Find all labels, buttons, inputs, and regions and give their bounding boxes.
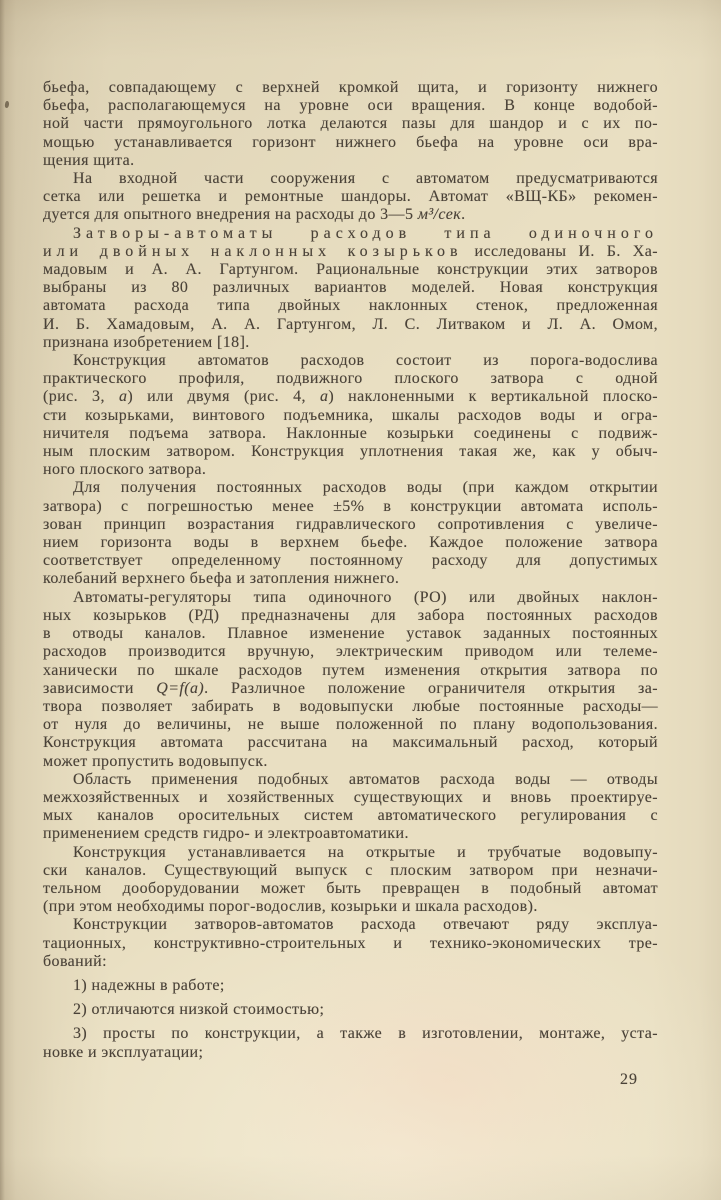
text-line [43, 734, 658, 752]
text-segment: Конструкция автоматов расходов состоит из порога-водослива [73, 352, 658, 370]
text-segment: или двойных наклонных козырьков [43, 242, 463, 260]
text-line [43, 370, 658, 388]
paragraph [43, 844, 658, 917]
text-segment: И. Б. Хамадовым, А. А. Гартунгом, Л. С. Литваком и Л. А. Омом, [43, 315, 658, 333]
text-line [43, 316, 658, 334]
text-line [43, 977, 658, 995]
text-segment: а [118, 388, 128, 406]
text-line [43, 643, 658, 661]
text-line [43, 334, 658, 352]
text-line [43, 297, 658, 315]
text-line [43, 407, 658, 425]
paragraph [43, 479, 658, 588]
text-segment: ным плоским затвором. Конструкция уплотнения такая же, как у обыч- [43, 443, 658, 461]
paragraph [43, 170, 658, 225]
text-line [43, 680, 658, 698]
text-segment: колебаний верхнего бьефа и затопления нижнего. [43, 570, 400, 588]
text-segment: выбраны из 80 различных вариантов моделей. Новая конструкция [43, 279, 658, 297]
text-segment: зован принцип возрастания гидравлического сопротивления с увеличе- [43, 515, 658, 533]
text-segment: (рис. 3, [43, 388, 119, 406]
text-line [43, 1025, 658, 1043]
text-line [43, 425, 658, 443]
text-line [43, 753, 658, 771]
paragraph [43, 352, 658, 479]
paragraph [43, 589, 658, 771]
text-line [43, 1044, 658, 1062]
text-segment: ных козырьков (РД) предназначены для забора постоянных расходов [43, 606, 658, 624]
text-line [43, 134, 658, 152]
text-line [43, 516, 658, 534]
text-segment: мых каналов оросительных систем автоматического регулирования с [43, 807, 658, 825]
text-line [43, 243, 658, 261]
text-line [43, 807, 658, 825]
paragraph [43, 225, 658, 352]
text-line [43, 698, 658, 716]
text-segment: твора позволяет забирать в водовыпуски любые постоянные расходы— [43, 697, 658, 715]
text-segment: 3) просты по конструкции, а также в изготовлении, монтаже, уста- [73, 1025, 658, 1043]
text-segment: затвора) с погрешностью менее ±5% в конструкции автомата исполь- [43, 497, 658, 515]
text-segment: Для получения постоянных расходов воды (при каждом открытии [73, 479, 658, 497]
text-segment: мощью устанавливается горизонт нижнего бьефа на уровне оси вра- [43, 133, 658, 151]
text-segment: 1) надежны в работе; [73, 976, 225, 994]
text-segment: признана изобретением [18]. [43, 333, 250, 351]
text-segment: бьефа, располагающемуся на уровне оси вращения. В конце водобой- [43, 97, 658, 115]
text-segment: применением средств гидро- и электроавтоматики. [43, 825, 409, 843]
text-line [43, 1001, 658, 1019]
text-segment: ) наклоненными к вертикальной плоско- [328, 388, 658, 406]
text-segment: зависимости [43, 679, 157, 697]
list-item [43, 977, 658, 995]
page-text [43, 79, 658, 1062]
text-segment: (при этом необходимы порог-водослив, козырьки и шкала расходов). [43, 898, 538, 916]
text-segment: ного плоского затвора. [43, 461, 207, 479]
text-line [43, 916, 658, 934]
text-line [43, 206, 658, 224]
text-segment: ной части прямоугольного лотка делаются пазы для шандор и с их по- [43, 115, 658, 133]
text-segment: сетка или решетка и ремонтные шандоры. Автомат «ВЩ-КБ» рекомен- [43, 188, 658, 206]
text-segment: дуется для опытного внедрения на расходы до 3—5 [43, 206, 418, 224]
text-line [43, 534, 658, 552]
text-line [43, 716, 658, 734]
text-line [43, 825, 658, 843]
text-line [43, 607, 658, 625]
text-line [43, 880, 658, 898]
text-line [43, 261, 658, 279]
text-segment: Конструкция автомата рассчитана на максимальный расход, который [43, 734, 658, 752]
text-line [43, 388, 658, 406]
text-line [43, 443, 658, 461]
text-line [43, 935, 658, 953]
text-segment: . [461, 206, 466, 224]
paragraph [43, 916, 658, 971]
text-segment: бьефа, совпадающему с верхней кромкой щита, и горизонту нижнего [43, 79, 658, 96]
text-segment: нием горизонта воды в верхнем бьефе. Каждое положение затвора [43, 534, 658, 552]
text-segment: практического профиля, подвижного плоского затвора с одной [43, 370, 658, 388]
text-line [43, 170, 658, 188]
text-segment: автомата расхода типа двойных наклонных стенок, предложенная [43, 297, 658, 315]
paragraph [43, 79, 658, 170]
text-segment: Автоматы-регуляторы типа одиночного (РО) или двойных наклон- [73, 588, 658, 606]
text-segment: новке и эксплуатации; [43, 1043, 204, 1061]
scan-speck [4, 101, 9, 109]
text-segment: исследованы И. Б. Ха- [462, 242, 658, 260]
text-segment: от нуля до величины, не выше положенной по плану водопользования. [43, 716, 658, 734]
text-line [43, 461, 658, 479]
text-segment: ничителя подъема затвора. Наклонные козырьки соединены с подвиж- [43, 424, 658, 442]
text-segment: сти козырьками, винтового подъемника, шкалы расходов воды и огра- [43, 406, 658, 424]
text-line [43, 115, 658, 133]
text-line [43, 498, 658, 516]
text-segment: На входной части сооружения с автоматом предусматриваются [73, 170, 658, 188]
text-segment: а [319, 388, 329, 406]
text-segment: Конструкции затворов-автоматов расхода отвечают ряду эксплуа- [73, 916, 658, 934]
text-segment: ханически по шкале расходов путем изменения открытия затвора по [43, 661, 658, 679]
text-segment: может пропустить водовыпуск. [43, 752, 268, 770]
text-segment: . Различное положение ограничителя открытия за- [204, 679, 658, 697]
text-line [43, 279, 658, 297]
text-line [43, 771, 658, 789]
text-segment: мадовым и А. А. Гартунгом. Рациональные конструкции этих затворов [43, 261, 658, 279]
text-line [43, 789, 658, 807]
text-segment: щения щита. [43, 151, 135, 169]
text-segment: Затворы-автоматы расходов типа одиночного [73, 224, 658, 242]
text-segment: ) или двумя (рис. 4, [127, 388, 320, 406]
text-segment: Область применения подобных автоматов расхода воды — отводы [73, 770, 658, 788]
text-segment: в отводы каналов. Плавное изменение уставок заданных постоянных [43, 625, 658, 643]
text-segment: 2) отличаются низкой стоимостью; [73, 1001, 325, 1019]
text-line [43, 152, 658, 170]
text-line [43, 479, 658, 497]
text-segment: бований: [43, 952, 107, 970]
text-line [43, 589, 658, 607]
text-line [43, 662, 658, 680]
list-item [43, 1001, 658, 1019]
paragraph [43, 771, 658, 844]
text-line [43, 225, 658, 243]
text-line [43, 570, 658, 588]
text-segment: соответствует определенному постоянному расходу для допустимых [43, 552, 658, 570]
text-line [43, 625, 658, 643]
page-number: 29 [620, 1071, 638, 1088]
text-line [43, 97, 658, 115]
list-item [43, 1025, 658, 1061]
text-line [43, 862, 658, 880]
text-segment: тельном дооборудовании может быть превращен в подобный автомат [43, 879, 658, 897]
text-line [43, 352, 658, 370]
text-segment: Конструкция устанавливается на открытые и трубчатые водовыпу- [73, 843, 658, 861]
text-segment: м³/сек [417, 206, 462, 224]
text-segment: межхозяйственных и хозяйственных существующих и вновь проектируе- [43, 788, 658, 806]
text-segment: тационных, конструктивно-строительных и технико-экономических тре- [43, 934, 658, 952]
text-segment: Q=f(a) [156, 679, 205, 697]
text-line [43, 844, 658, 862]
text-line [43, 552, 658, 570]
text-line [43, 188, 658, 206]
text-line [43, 953, 658, 971]
text-line [43, 79, 658, 97]
text-segment: расходов производится вручную, электрическим приводом или телеме- [43, 643, 658, 661]
text-segment: ски каналов. Существующий выпуск с плоским затвором при незначи- [43, 861, 658, 879]
text-line [43, 898, 658, 916]
